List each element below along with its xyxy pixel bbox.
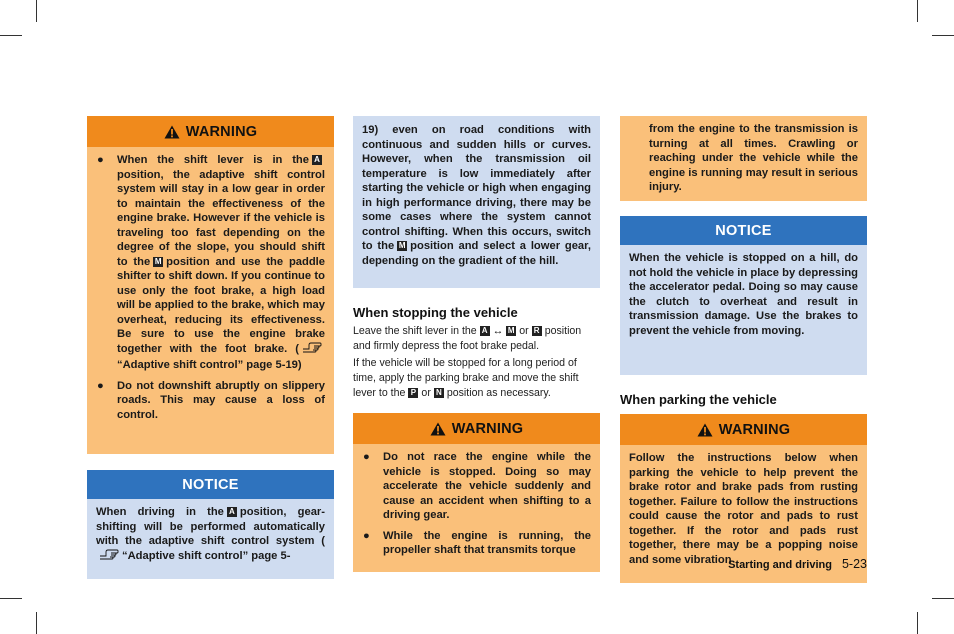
warning-bullet: ● Do not race the engine while the vehicle is stopped. Doing so may accelerate the vehicle suddenly and cause an accident when shifting to a driving gear. — [363, 451, 591, 521]
warning-title: WARNING — [451, 420, 524, 437]
crop-mark — [0, 598, 22, 599]
crop-mark — [917, 0, 918, 22]
notice-continued-body — [353, 116, 600, 288]
shift-key-badge: A — [480, 326, 490, 336]
crop-mark — [932, 598, 954, 599]
page-number: 5-23 — [841, 557, 867, 571]
warning-header — [87, 116, 334, 147]
section-heading: When parking the vehicle — [620, 392, 777, 407]
text-run: If the vehicle will be stopped for a long period of time, apply the parking brake and move the shift lever to the — [353, 357, 579, 399]
text-run: “Adaptive shift control” page 5-19) — [117, 359, 302, 371]
notice-box — [87, 470, 334, 579]
crop-mark — [36, 612, 37, 634]
crop-mark — [932, 35, 954, 36]
text-run: While the engine is running, the propeller shaft that transmits torque — [383, 529, 591, 556]
paragraph — [353, 324, 600, 354]
page-footer — [728, 557, 867, 571]
section-heading: When stopping the vehicle — [353, 305, 518, 320]
crop-mark — [917, 612, 918, 634]
notice-header: NOTICE — [87, 470, 334, 499]
warning-triangle-icon — [697, 423, 713, 437]
warning-title: WARNING — [185, 123, 258, 140]
page-reference-icon — [99, 549, 119, 566]
crop-mark — [36, 0, 37, 22]
text-run: position and select a lower gear, depending on the gradient of the hill. — [362, 240, 591, 267]
text-run: or — [519, 325, 529, 337]
text-run: position and firmly depress the foot brake pedal. — [353, 325, 582, 352]
shift-key-badge: R — [532, 326, 542, 336]
shift-key-badge: A — [312, 155, 322, 165]
warning-bullet: ● Do not downshift abruptly on slippery roads. This may cause a loss of control. — [97, 379, 325, 421]
section-name: Starting and driving — [728, 559, 832, 571]
text-run: position, gear-shifting will be performed automatically with the adaptive shift control system ( — [96, 506, 325, 547]
warning-triangle-icon — [430, 422, 446, 436]
warning-title: WARNING — [718, 421, 791, 438]
text-run: position and use the paddle shifter to shift down. If you continue to use only the foot brake, a high load will be applied to the brake, which may overheat, reducing its effectiveness. Be sure to use the engine brake together with the foot brake. ( — [117, 255, 325, 355]
text-run: or — [421, 387, 431, 399]
warning-body: Follow the instructions below when parking the vehicle to help prevent the brake rotor and brake pads from rusting together. Failure to follow the instructions could cause the rotor and pads to rust together. If the rotor and pads rust together, there may be a popping noise and some vibration — [620, 445, 867, 583]
arrow-symbol: ↔ — [492, 325, 504, 337]
crop-mark — [0, 35, 22, 36]
notice-box — [620, 216, 867, 375]
text-run: Do not race the engine while the vehicle is stopped. Doing so may accelerate the vehicle suddenly and cause an accident when shifting to a driving gear. — [383, 451, 591, 521]
text-run: “Adaptive shift control” page 5- — [122, 549, 291, 562]
warning-continued-body: from the engine to the transmission is turning at all times. Crawling or reaching under the vehicle while the engine is running may result in serious injury. — [620, 116, 867, 201]
shift-key-badge: M — [507, 326, 515, 335]
warning-box — [87, 116, 334, 454]
shift-key-badge: N — [434, 388, 444, 398]
warning-header — [620, 414, 867, 445]
warning-box — [353, 413, 600, 572]
text-run: position, the adaptive shift control system will stay in a low gear in order to maintain the effectiveness of the engine brake. However if the vehicle is traveling too fast depending on the degree of the slope, you should shift to the — [117, 168, 325, 268]
warning-triangle-icon — [164, 125, 180, 139]
column-2 — [353, 116, 600, 572]
text-run: When the shift lever is in the — [117, 154, 309, 166]
shift-key-badge: M — [398, 241, 406, 250]
notice-header: NOTICE — [620, 216, 867, 245]
shift-key-badge: P — [408, 388, 418, 398]
notice-body: When the vehicle is stopped on a hill, do not hold the vehicle in place by depressing the accelerator pedal. Doing so may cause the clutch to overheat and result in transmission damage. Use the brakes to prevent the vehicle from moving. — [620, 245, 867, 375]
warning-body — [353, 444, 600, 572]
warning-body — [87, 147, 334, 454]
page-reference-icon — [302, 342, 322, 359]
text-run: Do not downshift abruptly on slippery roads. This may cause a loss of control. — [117, 379, 325, 421]
text-run: position as necessary. — [446, 387, 551, 399]
text-run: When driving in the — [96, 506, 224, 518]
warning-bullet: ● While the engine is running, the propeller shaft that transmits torque — [363, 529, 591, 556]
warning-bullet: ● When the shift lever is in the Aposition, the adaptive shift control system will stay in a low gear in order to maintain the effectiveness of the engine brake. However if the vehicle is traveling too fast depending on the degree of the slope, you should shift to the M position and use the paddle shifter to shift down. If you continue to use only the foot brake, a high load will be applied to the brake, which may overheat, reducing its effectiveness. Be sure to use the engine brake together with the foot brake. (“Adaptive shift control” page 5-19) — [97, 154, 325, 371]
notice-body — [87, 499, 334, 579]
shift-key-badge: A — [227, 507, 237, 517]
shift-key-badge: M — [154, 256, 162, 266]
warning-header — [353, 413, 600, 444]
text-run: Leave the shift lever in the — [353, 325, 477, 337]
text-run: 19) even on road conditions with continuous and sudden hills or curves. However, when the transmission oil temperature is low immediately after starting the vehicle or high when engaging in high performance driving, there may be some cases where the system cannot control shifting. When this occurs, switch to the — [362, 124, 591, 252]
paragraph — [353, 356, 600, 401]
column-1 — [87, 116, 334, 579]
column-3 — [620, 116, 867, 583]
